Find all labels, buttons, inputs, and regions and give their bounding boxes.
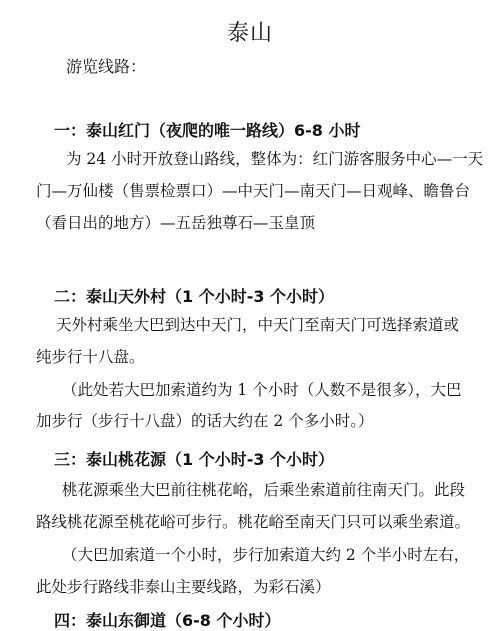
- section-2-line-4: 加步行（步行十八盘）的话大约在 2 个多小时。）: [36, 412, 374, 430]
- section-4-heading: 四：泰山东御道（6-8 个小时）: [54, 611, 281, 630]
- section-1-line-3: （看日出的地方）—五岳独尊石—玉皇顶: [36, 214, 316, 232]
- section-3-line-1: 桃花源乘坐大巴前往桃花峪，后乘坐索道前往南天门。此段: [62, 481, 466, 499]
- page-title: 泰山: [226, 21, 273, 46]
- section-1-heading: 一：泰山红门（夜爬的唯一路线）6-8 小时: [54, 121, 361, 140]
- section-2-line-1: 天外村乘坐大巴到达中天门，中天门至南天门可选择索道或: [56, 316, 460, 334]
- section-1-line-1: 为 24 小时开放登山路线，整体为：红门游客服务中心—一天: [66, 150, 484, 168]
- section-2-line-3: （此处若大巴加索道约为 1 个小时（人数不是很多），大巴: [62, 381, 462, 399]
- section-1-line-2: 门—万仙楼（售票检票口）—中天门—南天门—日观峰、瞻鲁台: [36, 182, 471, 200]
- section-3-line-2: 路线桃花源至桃花峪可步行。桃花峪至南天门只可以乘坐索道。: [36, 513, 471, 531]
- section-3-line-4: 此处步行路线非泰山主要线路，为彩石溪）: [36, 578, 331, 596]
- section-2-heading: 二：泰山天外村（1 个小时-3 个小时）: [54, 287, 335, 306]
- section-2-line-2: 纯步行十八盘。: [36, 348, 145, 366]
- section-3-heading: 三：泰山桃花源（1 个小时-3 个小时）: [54, 450, 335, 469]
- page-subtitle: 游览线路：: [66, 57, 147, 76]
- section-3-line-3: （大巴加索道一个小时，步行加索道大约 2 个半小时左右，: [62, 546, 470, 564]
